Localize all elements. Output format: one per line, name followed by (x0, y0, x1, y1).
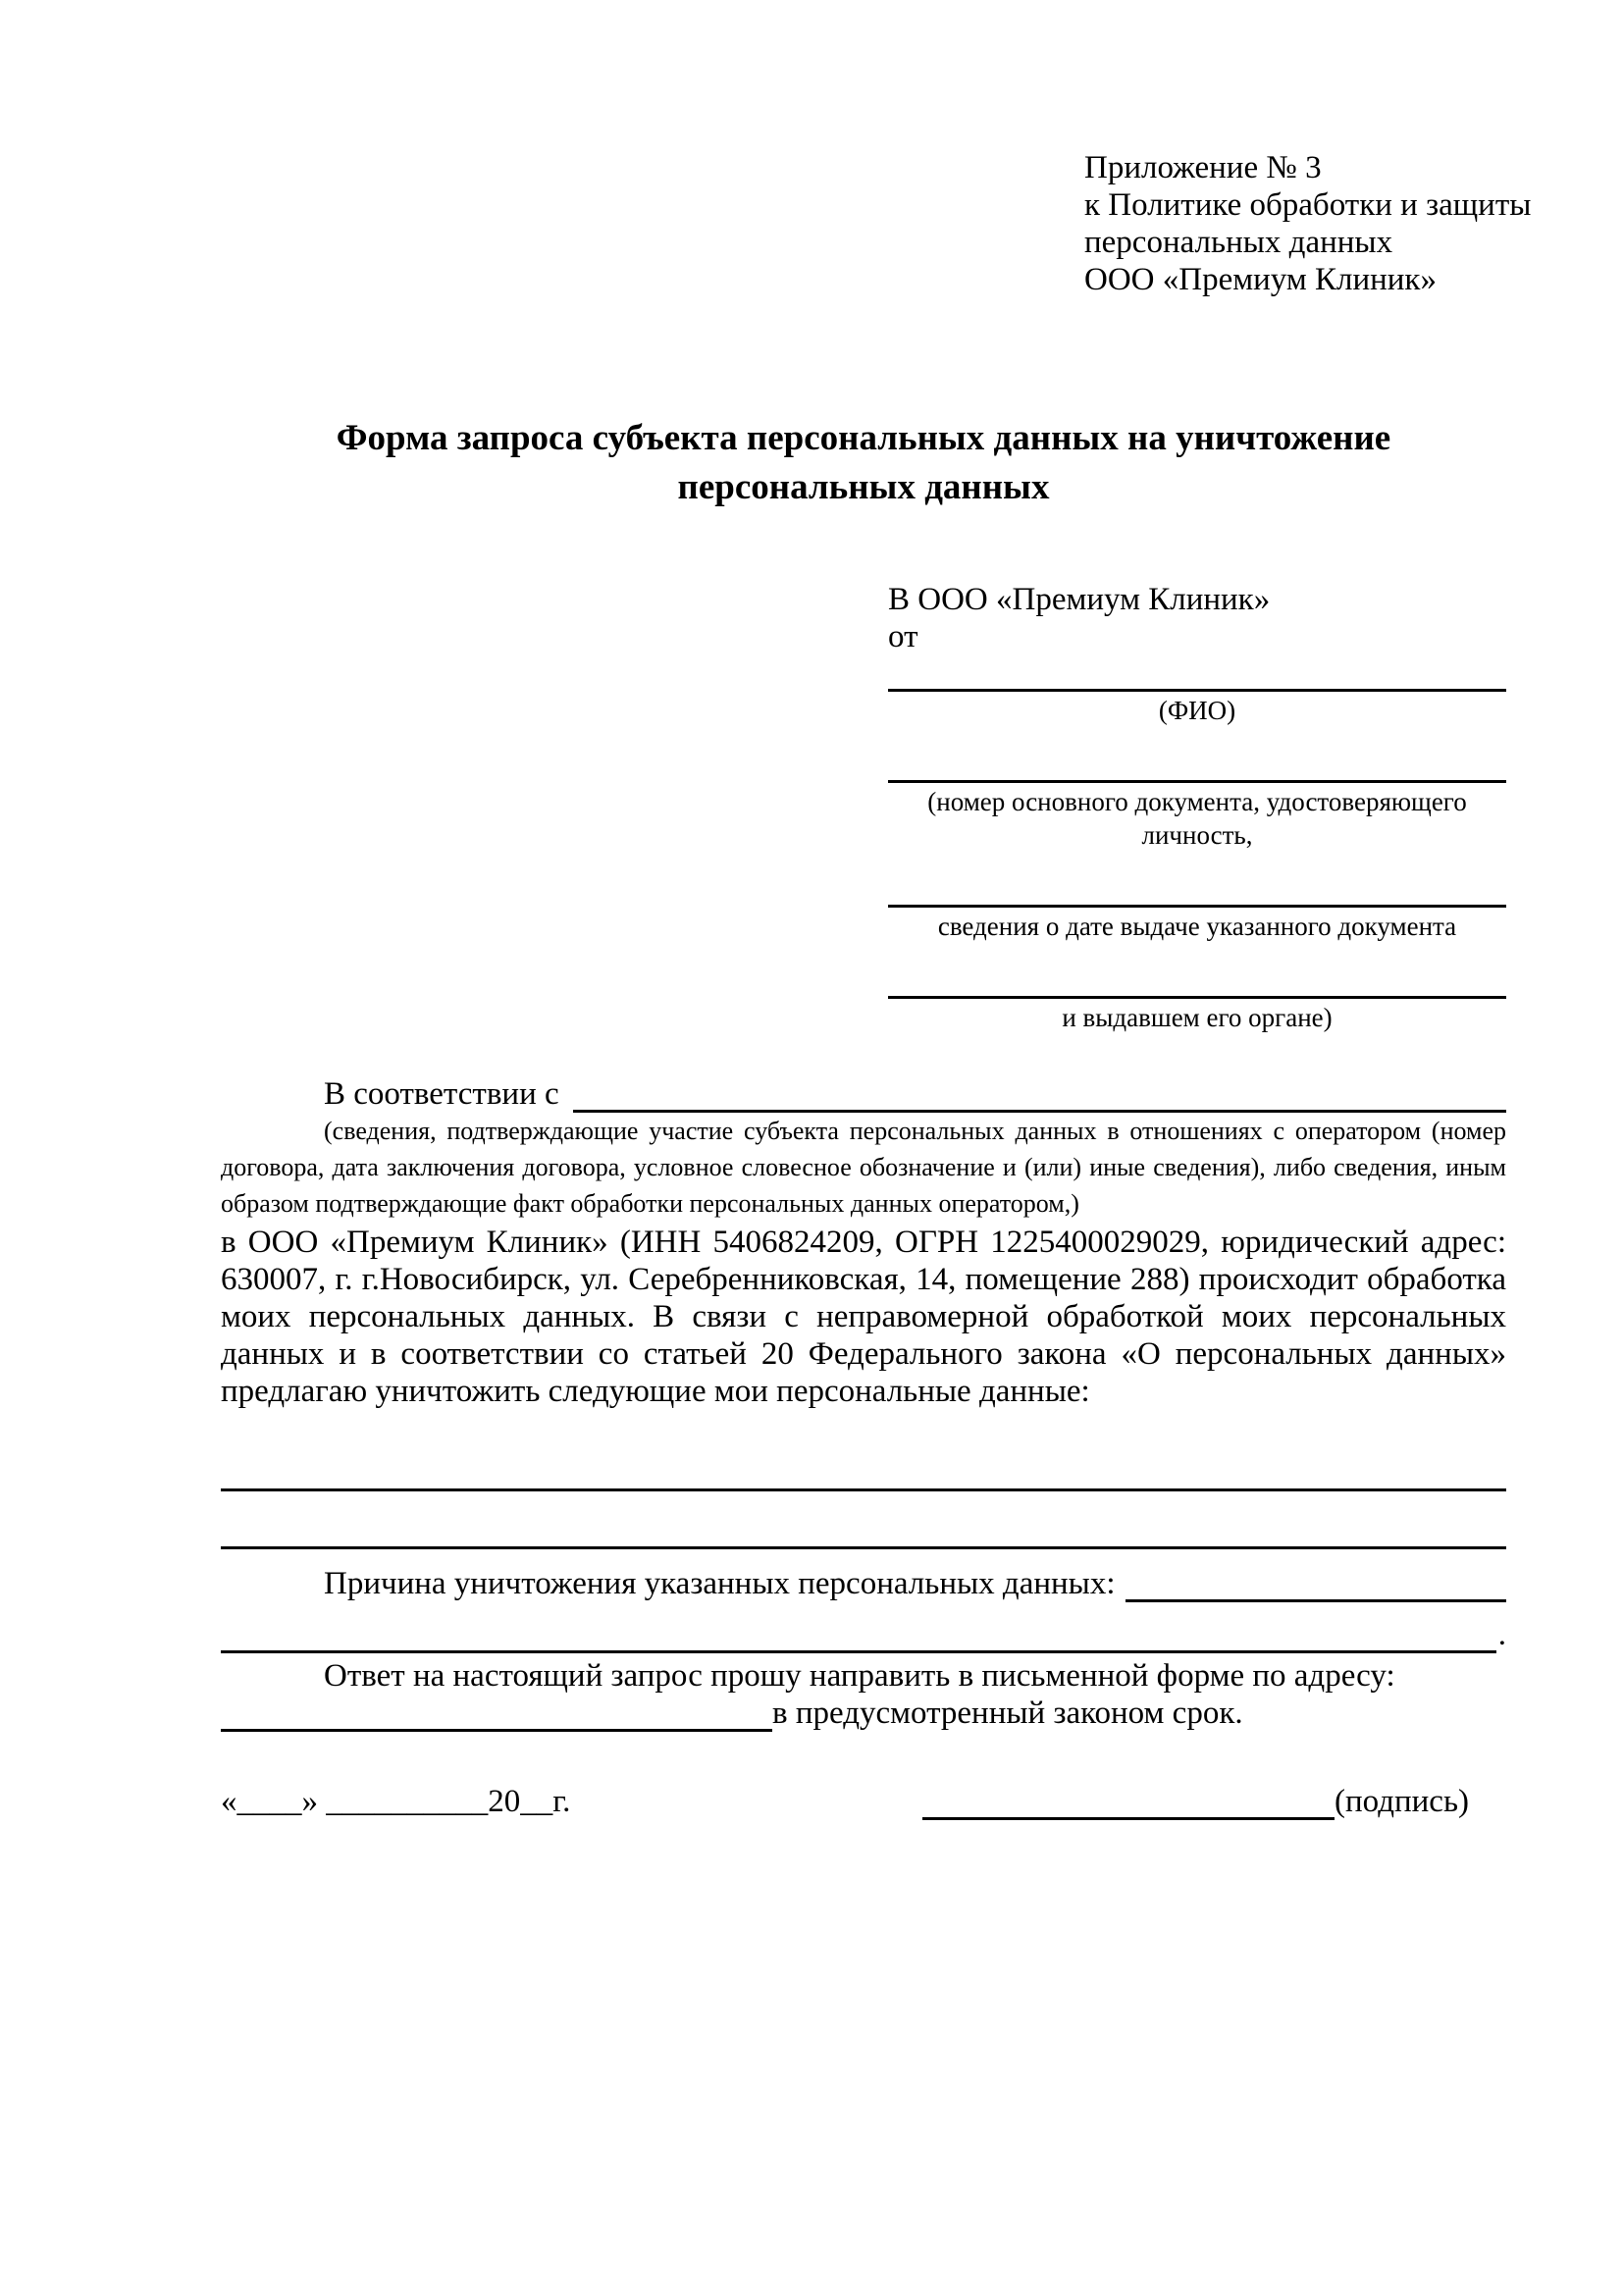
fio-line (888, 661, 1506, 692)
doc-authority-line (888, 968, 1506, 999)
signature-caption: (подпись) (1335, 1784, 1469, 1819)
annex-line-3: персональных данных (1084, 225, 1393, 260)
annex-line-1: Приложение № 3 (1084, 150, 1322, 185)
fio-caption: (ФИО) (1158, 696, 1236, 725)
reason-continuation-row (221, 1616, 1506, 1653)
addressee-org: В ООО «Премиум Клиник» (888, 582, 1271, 617)
doc-number-line (888, 753, 1506, 783)
answer-tail: в предусмотренный законом срок. (772, 1696, 1243, 1731)
signature-blank-line (922, 1788, 1335, 1820)
personal-data-blank-line-2 (221, 1491, 1506, 1549)
accordance-row (221, 1075, 1506, 1113)
main-paragraph: в ООО «Премиум Клиник» (ИНН 5406824209, ОГРН 1225400029029, юридический адрес: 630007, г. г.Новосибирск, ул. Серебренниковская, 14, помещение 288) происходит обработка моих персональных данных. В связи с неправомерной обработкой моих персональных данных и в соответствии со статьей 20 Федерального закона «О персональных данных» предлагаю уничтожить следующие мои персональные данные: (221, 1225, 1506, 1409)
annex-line-4: ООО «Премиум Клиник» (1084, 262, 1437, 297)
footer-row (221, 1783, 1506, 1820)
doc-authority-caption: и выдавшем его органе) (1062, 1003, 1333, 1032)
doc-issue-date-field (888, 877, 1506, 943)
answer-address-row (221, 1695, 1506, 1732)
page-title: Форма запроса субъекта персональных данных на уничтожение персональных данных (336, 418, 1391, 507)
reason-period: . (1497, 1617, 1506, 1652)
fio-field (888, 661, 1506, 727)
annex-block (1084, 149, 1532, 298)
date-line: «____» __________20__г. (221, 1784, 571, 1819)
accordance-blank-line (573, 1080, 1506, 1113)
reason-blank-line (1126, 1570, 1506, 1602)
reason-blank-line-2 (221, 1617, 1496, 1653)
personal-data-blank-line-1 (221, 1434, 1506, 1491)
accordance-label: В соответствии с (324, 1076, 559, 1112)
accordance-note: (сведения, подтверждающие участие субъекта персональных данных в отношениях с оператором (номер договора, дата заключения договора, условное словесное обозначение и (или) иные сведения), либо сведения, иным образом подтверждающие факт обработки персональных данных оператором,) (221, 1117, 1506, 1218)
signature-group (922, 1783, 1469, 1820)
address-blank-line (221, 1699, 772, 1732)
doc-issue-date-line (888, 877, 1506, 908)
addressee-block (888, 581, 1506, 1034)
answer-sentence: Ответ на настоящий запрос прошу направить в письменной форме по адресу: (324, 1658, 1395, 1694)
doc-number-field (888, 753, 1506, 852)
doc-authority-field (888, 968, 1506, 1034)
reason-label: Причина уничтожения указанных персональных данных: (324, 1566, 1116, 1601)
doc-number-caption: (номер основного документа, удостоверяющего личность, (927, 787, 1467, 850)
reason-row (221, 1565, 1506, 1602)
annex-line-2: к Политике обработки и защиты (1084, 187, 1532, 223)
doc-issue-date-caption: сведения о дате выдаче указанного документа (937, 912, 1457, 941)
from-label: от (888, 619, 918, 654)
